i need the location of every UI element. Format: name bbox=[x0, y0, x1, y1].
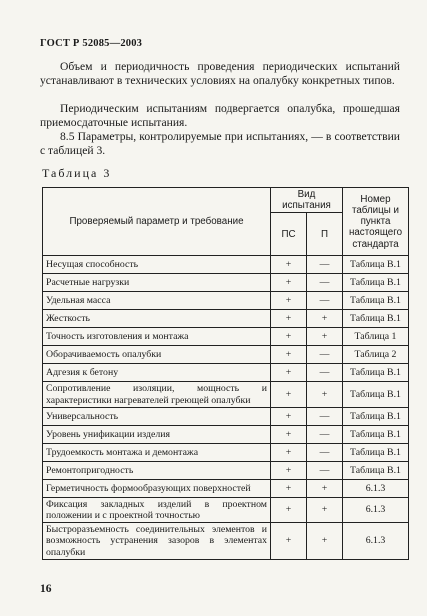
ref-cell: 6.1.3 bbox=[343, 479, 409, 497]
p-mark-cell: + bbox=[307, 479, 343, 497]
ref-cell: Таблица В.1 bbox=[343, 364, 409, 382]
table-caption: Таблица 3 bbox=[42, 166, 112, 180]
param-cell: Точность изготовления и монтажа bbox=[43, 328, 271, 346]
ref-cell: Таблица В.1 bbox=[343, 382, 409, 407]
param-cell: Сопротивление изоляции, мощность и характеристики нагревателей греющей опалубки bbox=[43, 382, 271, 407]
ps-mark-cell: + bbox=[271, 346, 307, 364]
p-mark-cell: — bbox=[307, 443, 343, 461]
param-cell: Удельная масса bbox=[43, 292, 271, 310]
ref-cell: Таблица В.1 bbox=[343, 256, 409, 274]
table-row bbox=[43, 292, 409, 310]
param-cell: Оборачиваемость опалубки bbox=[43, 346, 271, 364]
table-row bbox=[43, 523, 409, 560]
ref-cell: Таблица В.1 bbox=[343, 461, 409, 479]
param-cell: Ремонтопригодность bbox=[43, 461, 271, 479]
paragraph-periodic-tests: Периодическим испытаниям подвергается опалубка, прошедшая приемосдаточные испытания. bbox=[40, 102, 400, 130]
p-mark-cell: — bbox=[307, 274, 343, 292]
ref-cell: Таблица В.1 bbox=[343, 443, 409, 461]
ps-mark-cell: + bbox=[271, 310, 307, 328]
p-mark-cell: — bbox=[307, 461, 343, 479]
ps-mark-cell: + bbox=[271, 328, 307, 346]
param-cell: Быстроразъемность соединительных элементов и возможность устранения зазоров в элементах опалубки bbox=[43, 523, 271, 560]
table-row bbox=[43, 274, 409, 292]
ref-cell: Таблица В.1 bbox=[343, 310, 409, 328]
paragraph-clause-8-5: 8.5 Параметры, контролируемые при испытаниях, — в соответствии с таблицей 3. bbox=[40, 130, 400, 158]
table-row bbox=[43, 328, 409, 346]
ps-mark-cell: + bbox=[271, 523, 307, 560]
table-row bbox=[43, 407, 409, 425]
header-ps: ПС bbox=[271, 213, 307, 256]
param-cell: Фиксация закладных изделий в проектном положении и с проектной точностью bbox=[43, 497, 271, 522]
header-test-type: Вид испытания bbox=[271, 188, 343, 213]
table-row bbox=[43, 256, 409, 274]
p-mark-cell: — bbox=[307, 256, 343, 274]
table-row bbox=[43, 425, 409, 443]
table-row bbox=[43, 310, 409, 328]
ps-mark-cell: + bbox=[271, 382, 307, 407]
table-row bbox=[43, 479, 409, 497]
ref-cell: Таблица 2 bbox=[343, 346, 409, 364]
ps-mark-cell: + bbox=[271, 364, 307, 382]
ps-mark-cell: + bbox=[271, 497, 307, 522]
ref-cell: Таблица В.1 bbox=[343, 407, 409, 425]
ps-mark-cell: + bbox=[271, 256, 307, 274]
ref-cell: Таблица В.1 bbox=[343, 425, 409, 443]
p-mark-cell: + bbox=[307, 310, 343, 328]
p-mark-cell: + bbox=[307, 523, 343, 560]
page-number: 16 bbox=[40, 583, 52, 595]
p-mark-cell: — bbox=[307, 407, 343, 425]
ps-mark-cell: + bbox=[271, 461, 307, 479]
param-cell: Уровень унификации изделия bbox=[43, 425, 271, 443]
ref-cell: Таблица 1 bbox=[343, 328, 409, 346]
p-mark-cell: — bbox=[307, 364, 343, 382]
ps-mark-cell: + bbox=[271, 443, 307, 461]
p-mark-cell: — bbox=[307, 346, 343, 364]
ps-mark-cell: + bbox=[271, 479, 307, 497]
p-mark-cell: + bbox=[307, 497, 343, 522]
param-cell: Трудоемкость монтажа и демонтажа bbox=[43, 443, 271, 461]
ref-cell: 6.1.3 bbox=[343, 497, 409, 522]
table-row bbox=[43, 443, 409, 461]
ps-mark-cell: + bbox=[271, 274, 307, 292]
table-row bbox=[43, 346, 409, 364]
document-header: ГОСТ Р 52085—2003 bbox=[40, 38, 143, 49]
p-mark-cell: — bbox=[307, 292, 343, 310]
header-p: П bbox=[307, 213, 343, 256]
param-cell: Универсальность bbox=[43, 407, 271, 425]
ps-mark-cell: + bbox=[271, 407, 307, 425]
p-mark-cell: + bbox=[307, 328, 343, 346]
ref-cell: 6.1.3 bbox=[343, 523, 409, 560]
table-row bbox=[43, 461, 409, 479]
table-row bbox=[43, 382, 409, 407]
table-row bbox=[43, 497, 409, 522]
ps-mark-cell: + bbox=[271, 292, 307, 310]
header-ref: Номер таблицы и пункта настоящего стандарта bbox=[343, 188, 409, 256]
param-cell: Адгезия к бетону bbox=[43, 364, 271, 382]
param-cell: Несущая способность bbox=[43, 256, 271, 274]
param-cell: Жесткость bbox=[43, 310, 271, 328]
param-cell: Расчетные нагрузки bbox=[43, 274, 271, 292]
param-cell: Герметичность формообразующих поверхностей bbox=[43, 479, 271, 497]
paragraph-periodic-scope: Объем и периодичность проведения периодических испытаний устанавливают в технических условиях на опалубку конкретных типов. bbox=[40, 60, 400, 88]
ps-mark-cell: + bbox=[271, 425, 307, 443]
ref-cell: Таблица В.1 bbox=[343, 292, 409, 310]
header-param: Проверяемый параметр и требование bbox=[43, 188, 271, 256]
ref-cell: Таблица В.1 bbox=[343, 274, 409, 292]
table-row bbox=[43, 364, 409, 382]
table-3 bbox=[42, 187, 409, 560]
p-mark-cell: — bbox=[307, 425, 343, 443]
p-mark-cell: + bbox=[307, 382, 343, 407]
